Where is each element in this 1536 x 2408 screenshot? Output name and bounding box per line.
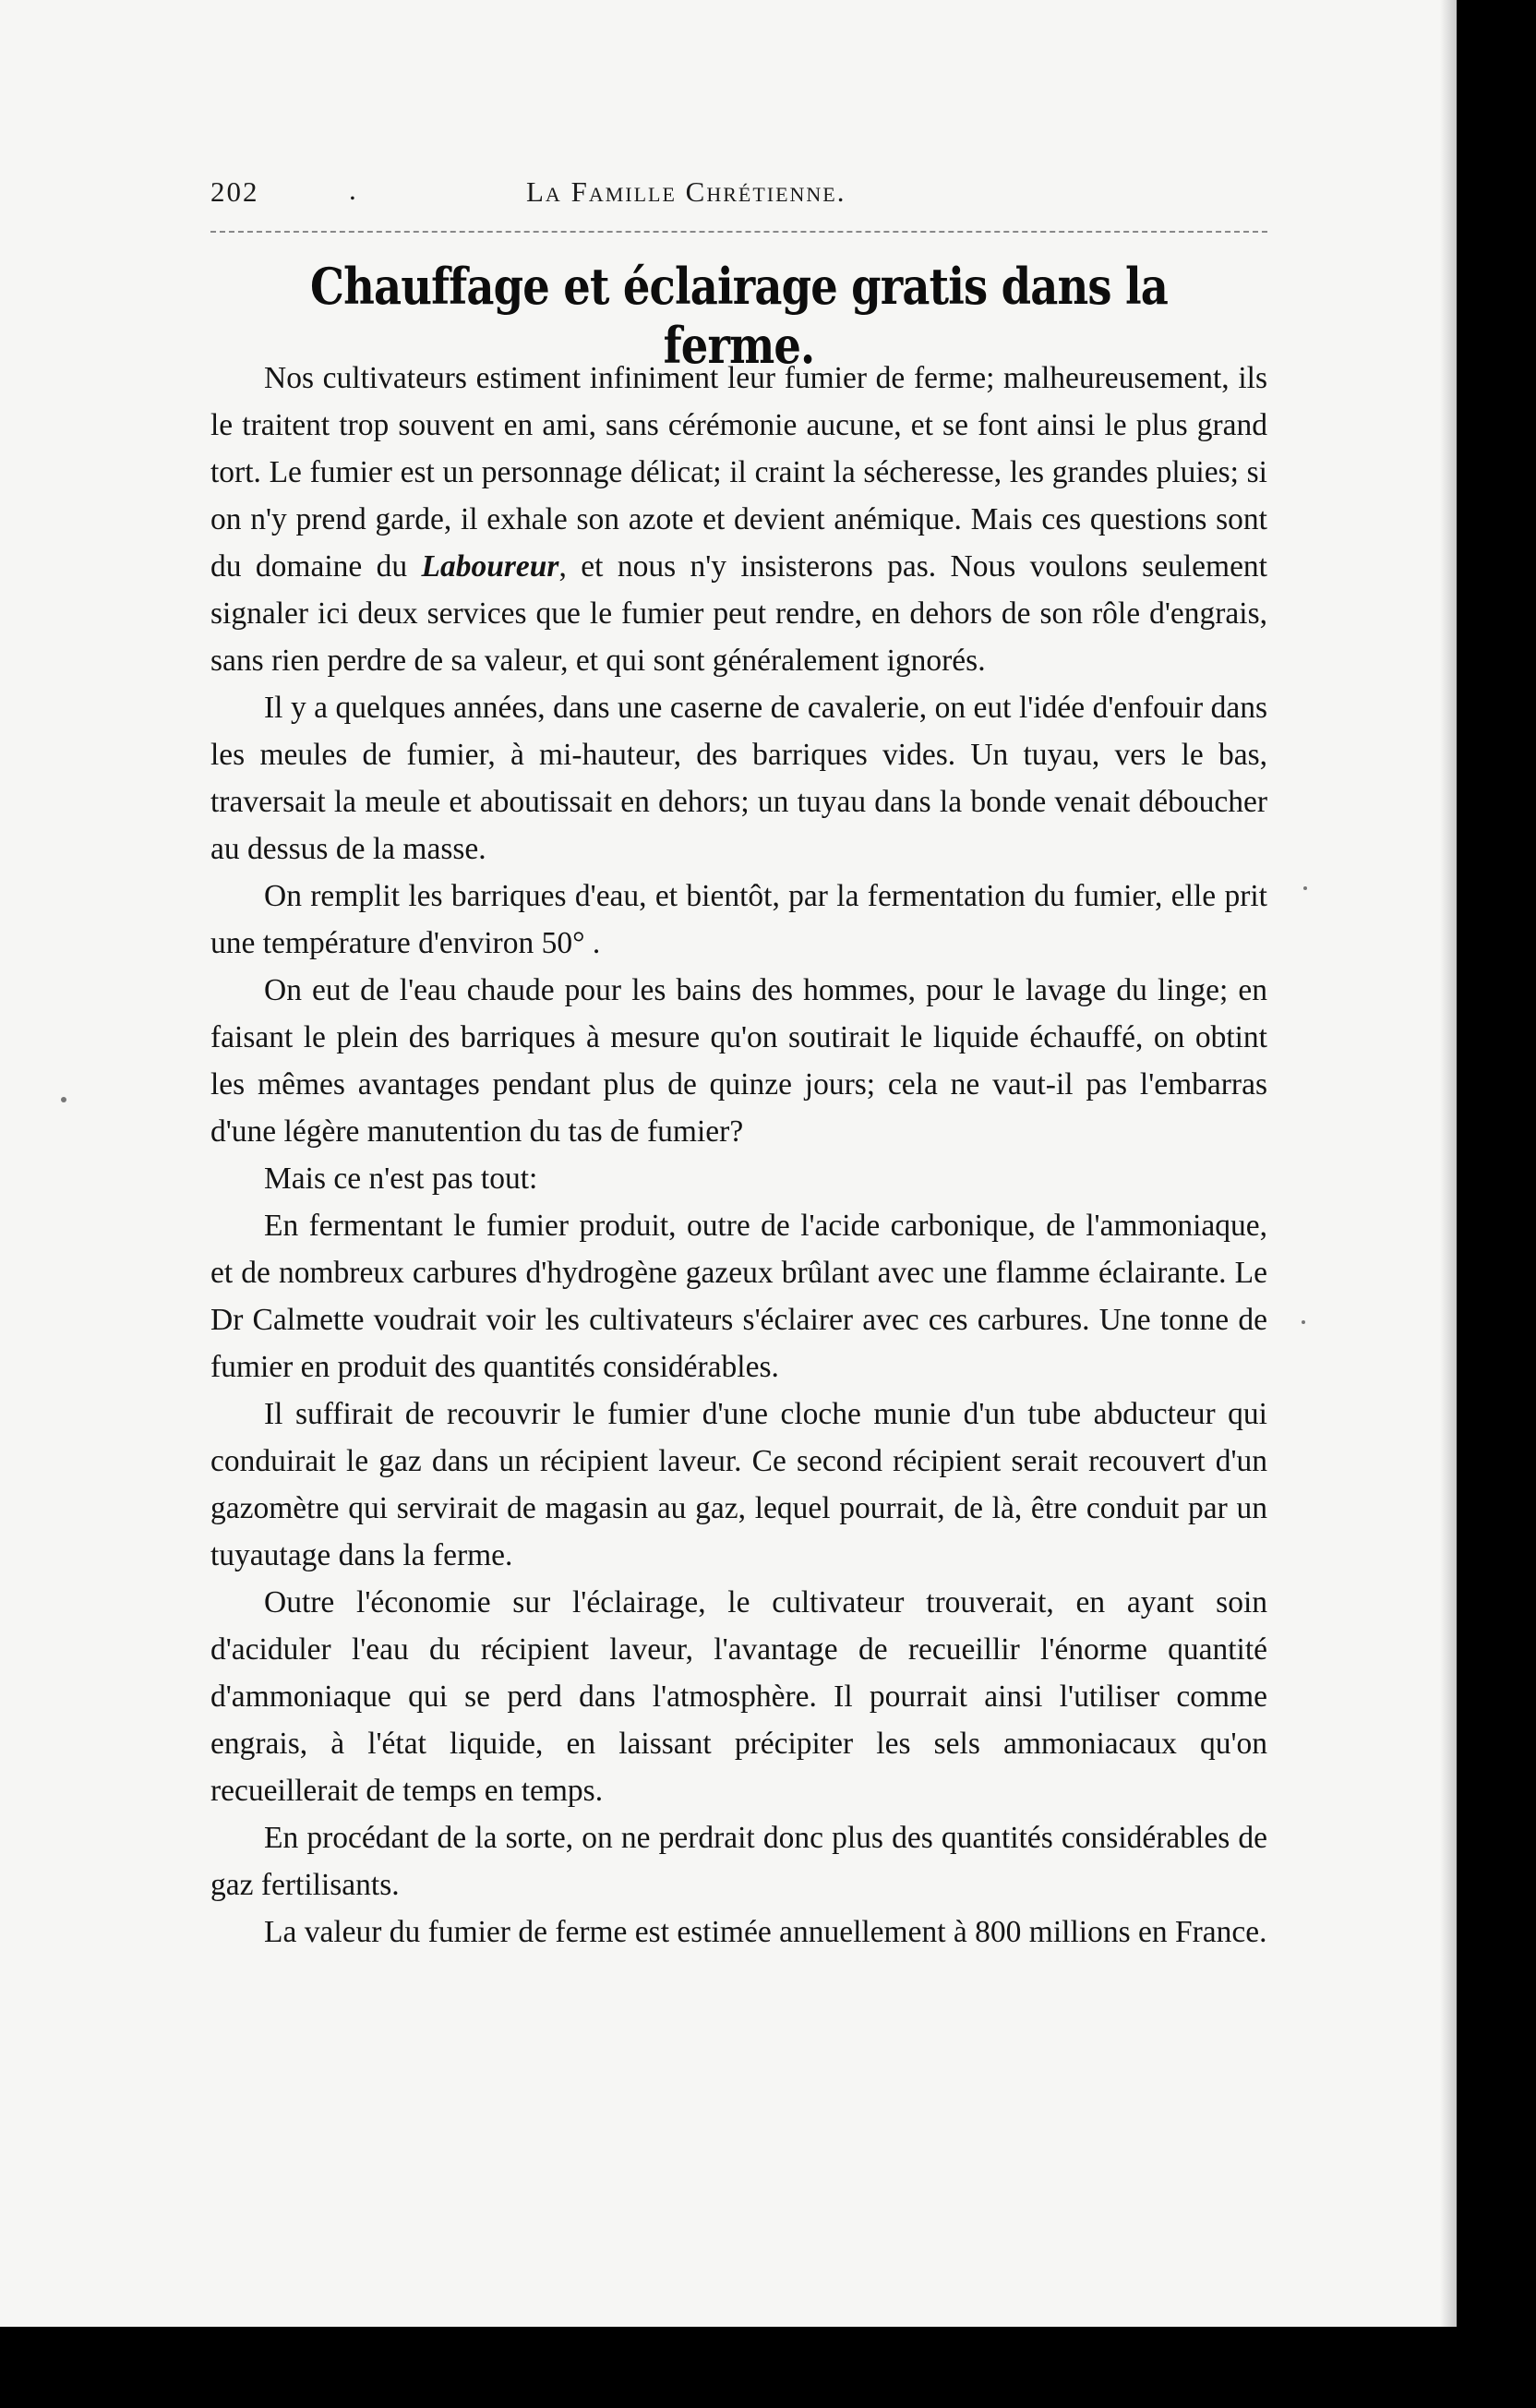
paragraph-3: On remplit les barriques d'eau, et bientôt, par la fermentation du fumier, elle prit une température d'environ 50° . [210,879,1267,960]
scan-speck [1302,1320,1305,1324]
publication-name: Laboureur [421,549,559,584]
paragraph-5: Mais ce n'est pas tout: [264,1162,538,1196]
paragraph-7: Il suffirait de recouvrir le fumier d'une cloche munie d'un tube abducteur qui conduirait le gaz dans un récipient laveur. Ce second récipient serait recouvert d'un gazomètre qui servirait de magasin au gaz, lequel pourrait, de là, être conduit par un tuyautage dans la ferme. [210,1397,1267,1572]
page-header [210,175,1267,222]
scan-speck [61,1097,66,1102]
page-edge-shadow [1440,0,1457,2327]
paragraph-6: En fermentant le fumier produit, outre de l'acide carbonique, de l'ammoniaque, et de nombreux carbures d'hydrogène gazeux brûlant avec une flamme éclairante. Le Dr Calmette voudrait voir les cultivateurs s'éclairer avec ces carbures. Une tonne de fumier en produit des quantités considérables. [210,1209,1267,1384]
scan-speck [1303,886,1307,890]
paragraph-10: La valeur du fumier de ferme est estimée annuellement à 800 millions en France. [264,1915,1267,1949]
paragraph-1: Nos cultivateurs estiment infiniment leur fumier de ferme; malheureusement, ils le traitent trop souvent en ami, sans cérémonie aucune, et se font ainsi le plus grand tort. Le fumier est un personnage délicat; il craint la sécheresse, les grandes pluies; si on n'y prend garde, il exhale son azote et devient anémique. Mais ces questions sont du domaine du Laboureur, et nous n'y insisterons pas. Nous voulons seulement signaler ici deux services que le fumier peut rendre, en dehors de son rôle d'engrais, sans rien perdre de sa valeur, et qui sont généralement ignorés. [210,361,1267,678]
header-separator: . [349,174,356,206]
header-rule [210,231,1267,233]
article-title: Chauffage et éclairage gratis dans la ferme. [310,257,1168,375]
paragraph-8: Outre l'économie sur l'éclairage, le cultivateur trouverait, en ayant soin d'aciduler l'eau du récipient laveur, l'avantage de recueillir l'énorme quantité d'ammoniaque qui se perd dans l'atmosphère. Il pourrait ainsi l'utiliser comme engrais, à l'état liquide, en laissant précipiter les sels ammoniacaux qu'on recueillerait de temps en temps. [210,1585,1267,1808]
paragraph-4: On eut de l'eau chaude pour les bains des hommes, pour le lavage du linge; en faisant le plein des barriques à mesure qu'on soutirait le liquide échauffé, on obtint les mêmes avantages pendant plus de quinze jours; cela ne vaut-il pas l'embarras d'une légère manutention du tas de fumier? [210,973,1267,1149]
running-title: La Famille Chrétienne. [526,175,846,208]
paragraph-9: En procédant de la sorte, on ne perdrait donc plus des quantités considérables de gaz fertilisants. [210,1821,1267,1902]
page-number: 202 [210,175,259,208]
article-body [210,355,1267,1956]
paragraph-2: Il y a quelques années, dans une caserne de cavalerie, on eut l'idée d'enfouir dans les meules de fumier, à mi-hauteur, des barriques vides. Un tuyau, vers le bas, traversait la meule et aboutissait en dehors; un tuyau dans la bonde venait déboucher au dessus de la masse. [210,691,1267,866]
